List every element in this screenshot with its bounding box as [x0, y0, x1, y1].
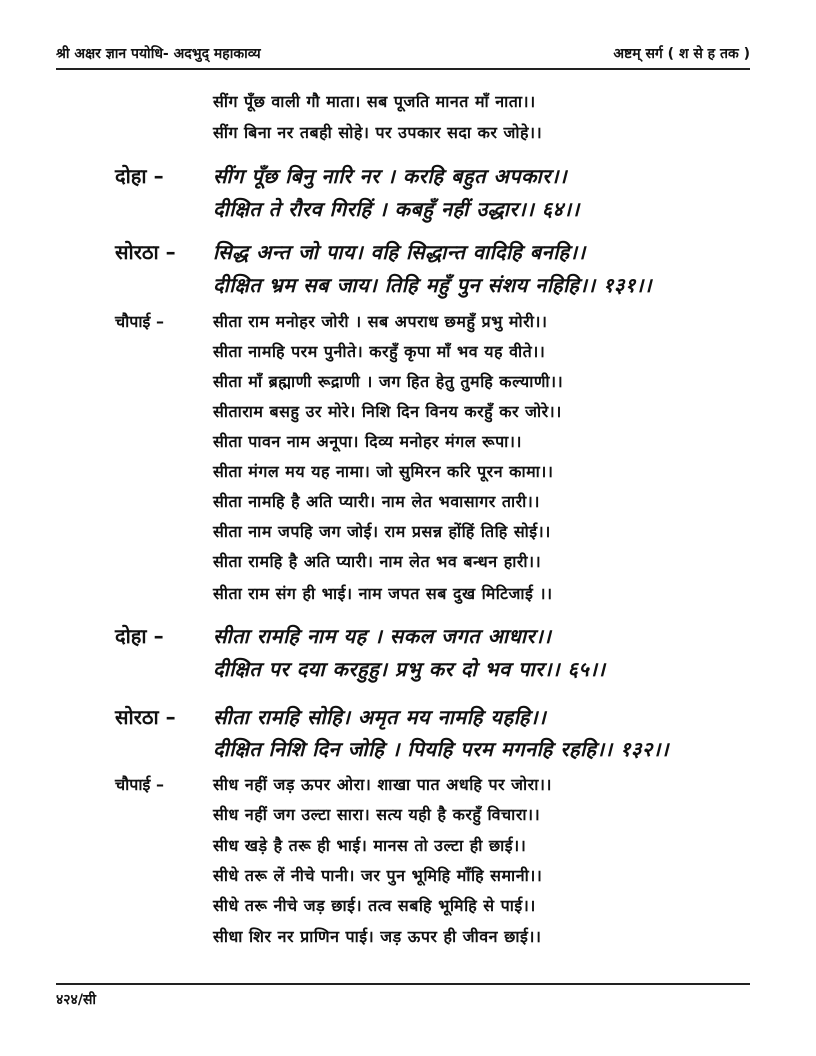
verse-line: सीता नामहि परम पुनीते। करहुँ कृपा माँ भव यह वीते।। — [213, 342, 546, 361]
verse-line: सीता पावन नाम अनूपा। दिव्य मनोहर मंगल रूपा।। — [213, 432, 522, 451]
section-label: सोरठा – — [115, 705, 176, 729]
verse-line: सीता राम मनोहर जोरी । सब अपराध छमहुँ प्रभु मोरी।। — [213, 312, 548, 331]
verse-line: सीता नामहि है अति प्यारी। नाम लेत भवासागर तारी।। — [213, 492, 540, 511]
section-label: चौपाई – — [115, 312, 164, 331]
verse-line: सीधे तरू लें नीचे पानी। जर पुन भूमिहि माँहि समानी।। — [213, 866, 543, 885]
section-label: चौपाई – — [115, 775, 164, 794]
verse-line: सीध नहीं जग उल्टा सारा। सत्य यही है करहुँ विचारा।। — [213, 805, 541, 824]
page-number: ४२४/सी — [56, 992, 97, 1008]
verse-line: सीता मंगल मय यह नामा। जो सुमिरन करि पूरन कामा।। — [213, 462, 554, 481]
verse-line: सीध नहीं जड़ ऊपर ओरा। शाखा पात अधहि पर जोरा।। — [213, 775, 552, 794]
verse-line: सीता माँ ब्रह्माणी रूद्राणी । जग हित हेतु तुमहि कल्याणी।। — [213, 372, 564, 391]
section-label: दोहा – — [115, 624, 164, 648]
section-label: दोहा – — [115, 164, 164, 188]
couplet-line: सींग पूँछ बिनु नारि नर । करहि बहुत अपकार।। — [213, 164, 568, 188]
verse-line: सीधा शिर नर प्राणिन पाई। जड़ ऊपर ही जीवन छाई।। — [213, 927, 542, 946]
book-title: श्री अक्षर ज्ञान पयोधि- अदभुद् महाकाव्य — [56, 46, 261, 62]
chapter-title: अष्टम् सर्ग ( श से ह तक ) — [613, 46, 750, 62]
verse-line: सींग बिना नर तबही सोहे। पर उपकार सदा कर जोहे।। — [213, 123, 543, 142]
verse-line: सीध खड़े है तरू ही भाई। मानस तो उल्टा ही छाई।। — [213, 836, 527, 855]
page-header — [56, 40, 750, 70]
verse-line: सींग पूँछ वाली गौ माता। सब पूजति मानत माँ नाता।। — [213, 92, 536, 111]
verse-line: सीता रामहि है अति प्यारी। नाम लेत भव बन्धन हारी।। — [213, 552, 542, 571]
couplet-line: दीक्षित निशि दिन जोहि । पियहि परम मगनहि रहहि।। १३२।। — [213, 737, 669, 761]
verse-line: सीता राम संग ही भाई। नाम जपत सब दुख मिटिजाई ।। — [213, 584, 553, 603]
footer-divider — [56, 983, 750, 985]
couplet-line: दीक्षित ते रौरव गिरहिं । कबहुँ नहीं उद्धार।। ६४।। — [213, 197, 580, 221]
section-label: सोरठा – — [115, 240, 176, 264]
verse-line: सीधे तरू नीचे जड़ छाई। तत्व सबहि भूमिहि से पाई।। — [213, 896, 536, 915]
verse-line: सीता नाम जपहि जग जोई। राम प्रसन्न होंहिं तिहि सोई।। — [213, 522, 551, 541]
couplet-line: दीक्षित पर दया करहुहु। प्रभु कर दो भव पार।। ६५।। — [213, 657, 606, 681]
couplet-line: सीता रामहि नाम यह । सकल जगत आधार।। — [213, 624, 552, 648]
couplet-line: दीक्षित भ्रम सब जाय। तिहि महुँ पुन संशय नहिहि।। १३१।। — [213, 273, 652, 297]
verse-line: सीताराम बसहु उर मोरे। निशि दिन विनय करहुँ कर जोरे।। — [213, 402, 562, 421]
couplet-line: सीता रामहि सोहि। अमृत मय नामहि यहहि।। — [213, 705, 547, 729]
couplet-line: सिद्ध अन्त जो पाय। वहि सिद्धान्त वादिहि बनहि।। — [213, 240, 586, 264]
